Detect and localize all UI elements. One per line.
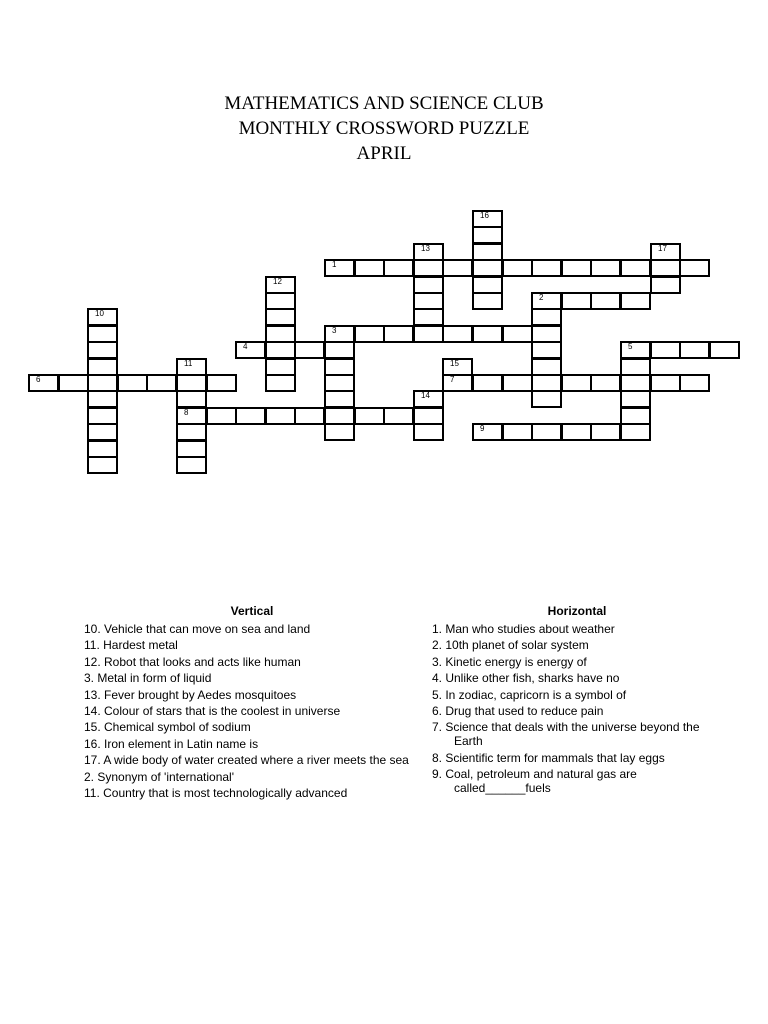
clue-number: 3 — [332, 326, 337, 335]
crossword-cell[interactable] — [265, 374, 296, 392]
clue-item: 15. Chemical symbol of sodium — [84, 720, 251, 735]
clue-item: 1. Man who studies about weather — [432, 622, 615, 636]
clue-number: 17 — [658, 244, 667, 253]
crossword-cell[interactable] — [265, 308, 296, 326]
crossword-cell[interactable] — [413, 390, 444, 408]
crossword-cell[interactable] — [472, 259, 503, 277]
crossword-cell[interactable] — [679, 374, 710, 392]
crossword-cell[interactable] — [58, 374, 89, 392]
puzzle-title-month: APRIL — [356, 143, 412, 164]
clue-item: 7. Science that deals with the universe beyond the Earth — [432, 720, 700, 749]
crossword-cell[interactable] — [324, 259, 355, 277]
crossword-cell[interactable] — [679, 259, 710, 277]
crossword-cell[interactable] — [620, 390, 651, 408]
crossword-cell[interactable] — [354, 325, 385, 343]
crossword-cell[interactable] — [176, 423, 207, 441]
clue-number: 11 — [184, 359, 193, 368]
crossword-cell[interactable] — [620, 259, 651, 277]
crossword-cell[interactable] — [590, 374, 621, 392]
crossword-cell[interactable] — [176, 456, 207, 474]
crossword-cell[interactable] — [206, 407, 237, 425]
crossword-cell[interactable] — [561, 292, 592, 310]
clue-item: 2. 10th planet of solar system — [432, 638, 589, 653]
crossword-cell[interactable] — [324, 390, 355, 408]
crossword-cell[interactable] — [146, 374, 177, 392]
crossword-cell[interactable] — [324, 341, 355, 359]
crossword-cell[interactable] — [294, 407, 325, 425]
clue-number: 8 — [184, 408, 189, 417]
crossword-cell[interactable] — [294, 341, 325, 359]
crossword-cell[interactable] — [472, 325, 503, 343]
crossword-cell[interactable] — [590, 423, 621, 441]
crossword-cell[interactable] — [413, 423, 444, 441]
clue-item: 3. Kinetic energy is energy of — [432, 654, 587, 669]
horizontal-clue-list — [432, 622, 722, 795]
clue-item: 17. A wide body of water created where a river meets the sea — [84, 753, 409, 768]
vertical-heading: Vertical — [230, 604, 274, 618]
clue-item: 14. Colour of stars that is the coolest in universe — [84, 703, 341, 718]
crossword-cell[interactable] — [176, 390, 207, 408]
crossword-cell[interactable] — [502, 259, 533, 277]
horizontal-heading: Horizontal — [547, 604, 607, 618]
crossword-cell[interactable] — [679, 341, 710, 359]
crossword-cell[interactable] — [472, 374, 503, 392]
crossword-cell[interactable] — [590, 292, 621, 310]
crossword-cell[interactable] — [620, 341, 651, 359]
clue-number: 12 — [273, 277, 282, 286]
clue-number: 15 — [450, 359, 459, 368]
crossword-cell[interactable] — [383, 325, 414, 343]
clue-item: 13. Fever brought by Aedes mosquitoes — [84, 687, 297, 702]
clue-item: 12. Robot that looks and acts like human — [84, 654, 301, 669]
clue-item: 11. Country that is most technologically advanced — [84, 785, 348, 800]
clue-number: 7 — [450, 375, 455, 384]
crossword-cell[interactable] — [383, 259, 414, 277]
crossword-cell[interactable] — [383, 407, 414, 425]
crossword-cell[interactable] — [354, 407, 385, 425]
clue-item: 10. Vehicle that can move on sea and land — [84, 622, 311, 636]
crossword-cell[interactable] — [413, 308, 444, 326]
crossword-cell[interactable] — [472, 226, 503, 244]
clue-item: 4. Unlike other fish, sharks have no — [432, 671, 620, 686]
clue-number: 1 — [332, 260, 337, 269]
vertical-clue-list — [84, 622, 420, 800]
vertical-clues — [84, 604, 420, 802]
crossword-cell[interactable] — [117, 374, 148, 392]
puzzle-title-line-2: MONTHLY CROSSWORD PUZZLE — [238, 118, 530, 139]
crossword-cell[interactable] — [87, 308, 118, 326]
crossword-cell[interactable] — [265, 341, 296, 359]
crossword-cell[interactable] — [442, 259, 473, 277]
crossword-cell[interactable] — [650, 259, 681, 277]
crossword-cell[interactable] — [502, 423, 533, 441]
clue-number: 4 — [243, 342, 248, 351]
clue-number: 13 — [421, 244, 430, 253]
crossword-cell[interactable] — [531, 308, 562, 326]
crossword-cell[interactable] — [87, 456, 118, 474]
crossword-cell[interactable] — [620, 423, 651, 441]
crossword-cell[interactable] — [650, 276, 681, 294]
crossword-cell[interactable] — [650, 341, 681, 359]
crossword-cell[interactable] — [235, 341, 266, 359]
crossword-cell[interactable] — [324, 423, 355, 441]
crossword-cell[interactable] — [709, 341, 740, 359]
crossword-cell[interactable] — [87, 341, 118, 359]
clue-number: 16 — [480, 211, 489, 220]
crossword-cell[interactable] — [561, 423, 592, 441]
crossword-cell[interactable] — [472, 292, 503, 310]
crossword-cell[interactable] — [561, 374, 592, 392]
horizontal-clues — [432, 604, 722, 798]
crossword-cell[interactable] — [561, 259, 592, 277]
clue-number: 2 — [539, 293, 544, 302]
crossword-cell[interactable] — [531, 341, 562, 359]
crossword-cell[interactable] — [531, 423, 562, 441]
clue-item: 16. Iron element in Latin name is — [84, 736, 259, 751]
crossword-cell[interactable] — [442, 374, 473, 392]
clue-item: 6. Drug that used to reduce pain — [432, 703, 604, 718]
clue-number: 6 — [36, 375, 41, 384]
crossword-cell[interactable] — [472, 423, 503, 441]
crossword-cell[interactable] — [206, 374, 237, 392]
crossword-cell[interactable] — [265, 407, 296, 425]
puzzle-title-line-1: MATHEMATICS AND SCIENCE CLUB — [224, 93, 544, 114]
clue-item: 2. Synonym of 'international' — [84, 769, 234, 784]
crossword-cell[interactable] — [502, 325, 533, 343]
crossword-cell[interactable] — [413, 325, 444, 343]
clue-item: 3. Metal in form of liquid — [84, 671, 212, 686]
crossword-cell[interactable] — [28, 374, 59, 392]
clue-number: 14 — [421, 391, 430, 400]
crossword-cell[interactable] — [502, 374, 533, 392]
crossword-cell[interactable] — [87, 390, 118, 408]
crossword-cell[interactable] — [413, 259, 444, 277]
crossword-cell[interactable] — [531, 259, 562, 277]
crossword-cell[interactable] — [354, 259, 385, 277]
crossword-cell[interactable] — [531, 390, 562, 408]
clue-number: 9 — [480, 424, 485, 433]
clue-item: 9. Coal, petroleum and natural gas are called______fuels — [432, 767, 637, 796]
crossword-cell[interactable] — [235, 407, 266, 425]
clue-item: 8. Scientific term for mammals that lay eggs — [432, 750, 665, 765]
clue-item: 5. In zodiac, capricorn is a symbol of — [432, 687, 627, 702]
crossword-cell[interactable] — [650, 374, 681, 392]
crossword-cell[interactable] — [87, 423, 118, 441]
clue-number: 5 — [628, 342, 633, 351]
crossword-cell[interactable] — [590, 259, 621, 277]
clue-number: 10 — [95, 309, 104, 318]
crossword-cell[interactable] — [620, 292, 651, 310]
crossword-cell[interactable] — [442, 325, 473, 343]
clue-item: 11. Hardest metal — [84, 638, 178, 653]
